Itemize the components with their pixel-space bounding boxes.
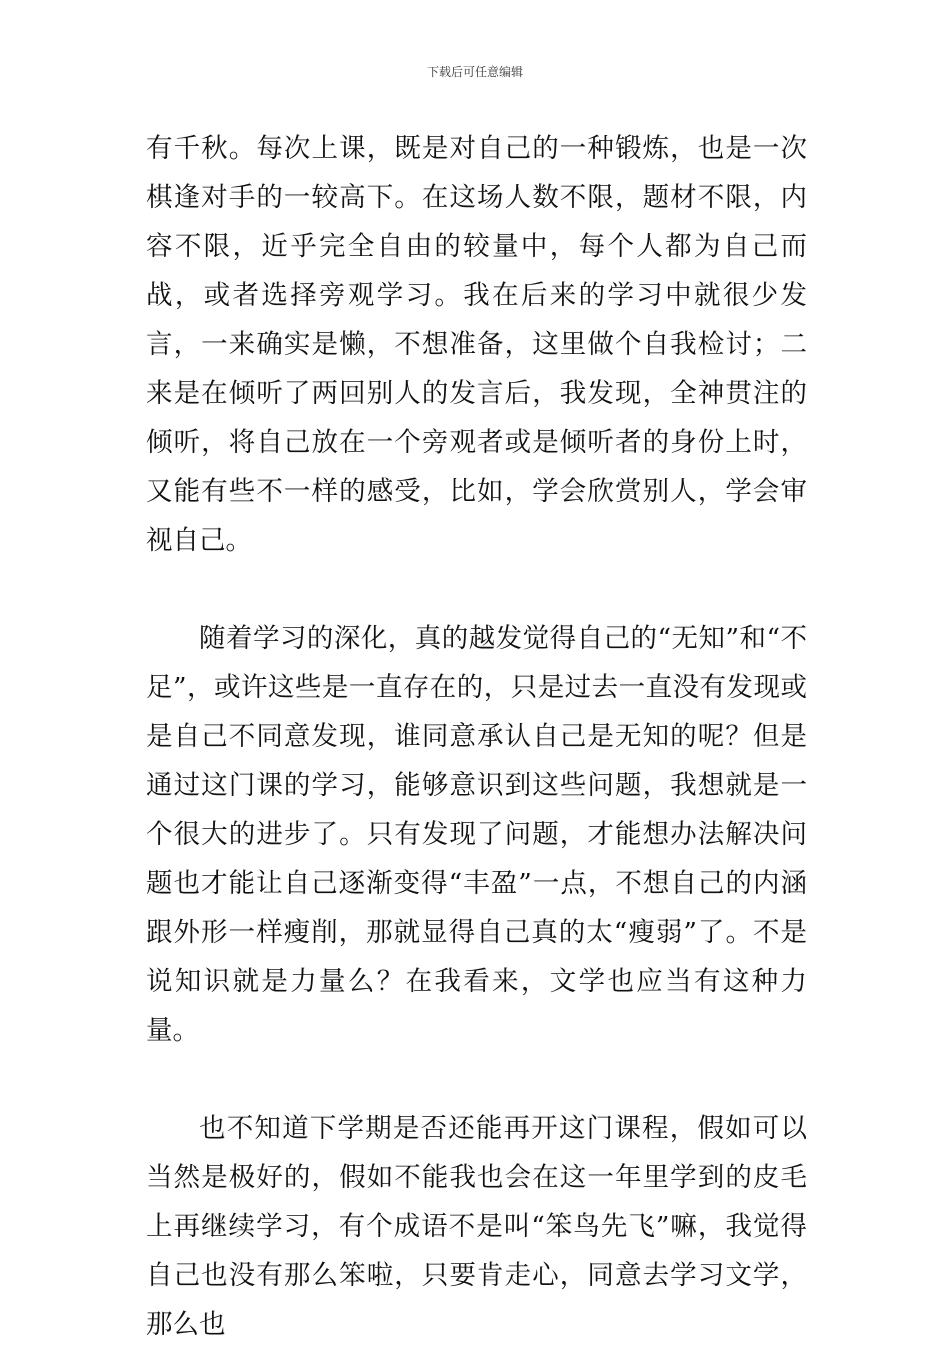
- paragraph-continued: 有千秋。每次上课，既是对自己的一种锻炼，也是一次棋逢对手的一较高下。在这场人数不限，题材不限，内容不限，近乎完全自由的较量中，每个人都为自己而战，或者选择旁观学习。我在后来的学习中就很少发言，一来确实是懒，不想准备，这里做个自我检讨；二来是在倾听了两回别人的发言后，我发现，全神贯注的倾听，将自己放在一个旁观者或是倾听者的身份上时，又能有些不一样的感受，比如，学会欣赏别人，学会审视自己。: [146, 133, 807, 556]
- paragraph: 随着学习的深化，真的越发觉得自己的“无知”和“不足”，或许这些是一直存在的，只是过去一直没有发现或是自己不同意发现，谁同意承认自己是无知的呢？但是通过这门课的学习，能够意识到这些问题，我想就是一个很大的进步了。只有发现了问题，才能想办法解决问题也才能让自己逐渐变得“丰盈”一点，不想自己的内涵跟外形一样瘦削，那就显得自己真的太“瘦弱”了。不是说知识就是力量么？在我看来，文学也应当有这种力量。: [146, 623, 807, 1046]
- paragraph-gap: [146, 1055, 807, 1104]
- paragraph: 也不知道下学期是否还能再开这门课程，假如可以当然是极好的，假如不能我也会在这一年里学到的皮毛上再继续学习，有个成语不是叫“笨鸟先飞”嘛，我觉得自己也没有那么笨啦，只要肯走心，同意去学习文学，那么也: [146, 1113, 807, 1340]
- paragraph-gap: [146, 565, 807, 614]
- document-body: [146, 124, 807, 1349]
- page-header: 下载后可任意编辑: [426, 65, 523, 79]
